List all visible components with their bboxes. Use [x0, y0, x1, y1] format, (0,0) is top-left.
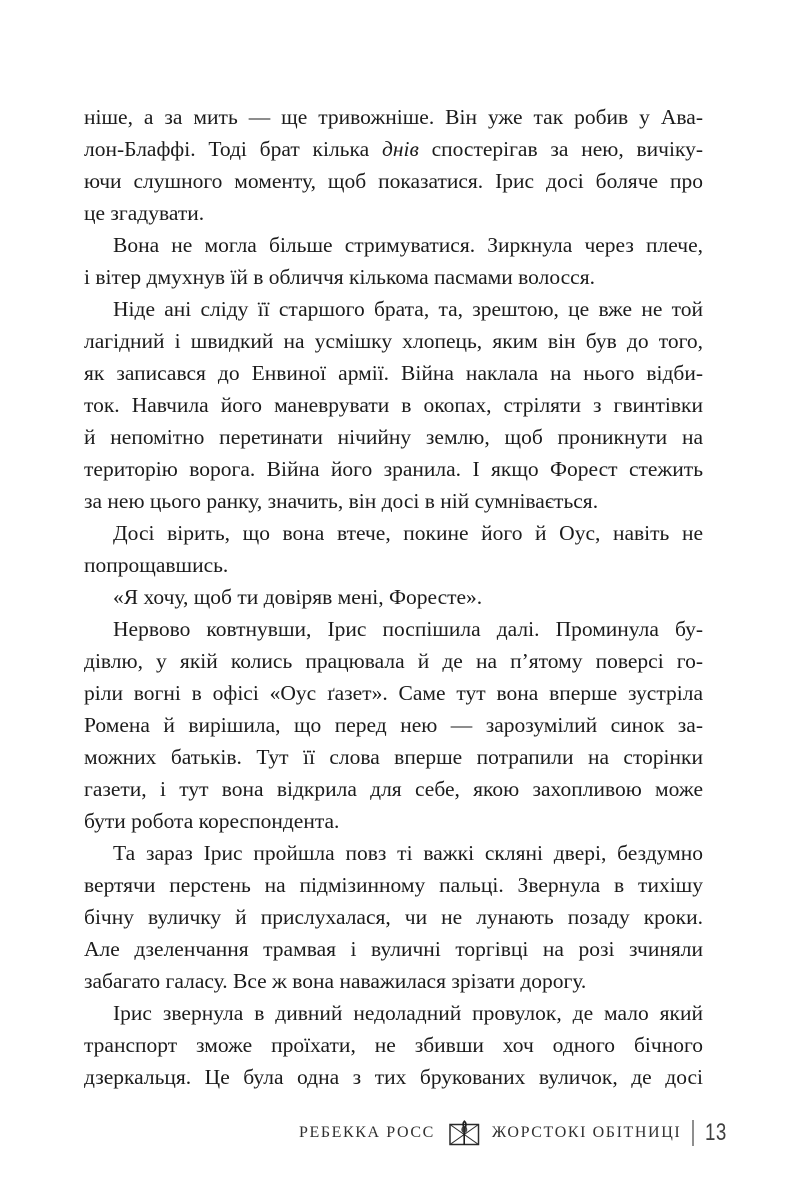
text-run: Але дзеленчання трамвая і вуличні торгівці на розі зчиняли [84, 937, 703, 961]
text-run: територію ворога. Війна його зранила. І якщо Форест стежить [84, 457, 703, 481]
text-line [84, 293, 703, 325]
text-line [84, 869, 703, 901]
text-run: як записався до Енвиної армії. Війна наклала на нього відби- [84, 361, 703, 385]
text-run: Вона не могла більше стримуватися. Зиркнула через плече, [113, 233, 703, 257]
text-run: Та зараз Ірис пройшла повз ті важкі скляні двері, бездумно [113, 841, 703, 865]
text-line [84, 741, 703, 773]
text-run: забагато галасу. Все ж вона наважилася зрізати дорогу. [84, 969, 587, 993]
text-run: дівлю, у якій колись працювала й де на п’ятому поверсі го- [84, 649, 703, 673]
paragraph [84, 581, 703, 613]
text-run: спостерігав за нею, вичіку- [418, 137, 703, 161]
text-line [84, 485, 703, 517]
text-run: за нею цього ранку, значить, він досі в ній сумнівається. [84, 489, 599, 513]
text-run: Досі вірить, що вона втече, покине його й Оус, навіть не [113, 521, 703, 545]
text-line [84, 357, 703, 389]
text-run: вертячи перстень на підмізинному пальці. Звернула в тихішу [84, 873, 703, 897]
text-run: ніше, а за мить — ще тривожніше. Він уже так робив у Ава- [84, 105, 703, 129]
footer-title: ЖОРСТОКІ ОБІТНИЦІ [491, 1124, 682, 1141]
text-run: газети, і тут вона відкрила для себе, якою захопливою може [84, 777, 703, 801]
paragraph [84, 837, 703, 997]
text-run: Ніде ані сліду її старшого брата, та, зрештою, це вже не той [113, 297, 703, 321]
text-line [84, 389, 703, 421]
text-line [84, 325, 703, 357]
text-run: ючи слушного моменту, щоб показатися. Ірис досі боляче про [84, 169, 703, 193]
text-line [84, 901, 703, 933]
text-run: Ромена й вирішила, що перед нею — зарозумілий синок за- [84, 713, 703, 737]
text-run: Ірис звернула в дивний недоладний провулок, де мало який [113, 1001, 703, 1025]
text-line [84, 613, 703, 645]
text-run: можних батьків. Тут її слова вперше потрапили на сторінки [84, 745, 703, 769]
text-line [84, 933, 703, 965]
text-run: й непомітно перетинати нічийну землю, щоб проникнути на [84, 425, 703, 449]
text-line [84, 101, 703, 133]
text-line [84, 421, 703, 453]
text-run: лон-Блаффі. Тоді брат кілька [84, 137, 382, 161]
text-line [84, 453, 703, 485]
text-line [84, 549, 703, 581]
text-line [84, 805, 703, 837]
text-line [84, 581, 703, 613]
text-line [84, 1061, 703, 1093]
text-line [84, 1029, 703, 1061]
text-run: попрощавшись. [84, 553, 229, 577]
text-run: це згадувати. [84, 201, 205, 225]
italic-run: днів [381, 137, 419, 161]
envelope-quill-icon [449, 1120, 480, 1147]
footer-divider [692, 1120, 694, 1146]
text-run: «Я хочу, щоб ти довіряв мені, Форесте». [113, 585, 483, 609]
text-line [84, 837, 703, 869]
text-line [84, 773, 703, 805]
paragraph [84, 997, 703, 1093]
page-number: 13 [705, 1119, 727, 1146]
text-line [84, 709, 703, 741]
text-run: бічну вуличку й прислухалася, чи не лунають позаду кроки. [84, 905, 703, 929]
paragraph [84, 229, 703, 293]
paragraph [84, 517, 703, 581]
text-line [84, 645, 703, 677]
text-run: і вітер дмухнув їй в обличчя кількома пасмами волосся. [84, 265, 595, 289]
text-run: дзеркальця. Це була одна з тих брукованих вуличок, де досі [84, 1065, 703, 1089]
text-line [84, 165, 703, 197]
text-line [84, 677, 703, 709]
text-line [84, 997, 703, 1029]
text-run: ріли вогні в офісі «Оус ґазет». Саме тут вона вперше зустріла [84, 681, 703, 705]
text-run: лагідний і швидкий на усмішку хлопець, яким він був до того, [84, 329, 703, 353]
paragraph [84, 613, 703, 837]
footer-author: РЕБЕККА РОСС [298, 1124, 435, 1141]
text-line [84, 517, 703, 549]
text-run: ток. Навчила його маневрувати в окопах, стріляти з гвинтівки [84, 393, 703, 417]
body-text [84, 101, 703, 1093]
paragraph [84, 101, 703, 229]
paragraph [84, 293, 703, 517]
text-line [84, 197, 703, 229]
running-footer [299, 1118, 730, 1148]
text-line [84, 965, 703, 997]
text-run: бути робота кореспондента. [84, 809, 340, 833]
text-line [84, 133, 703, 165]
text-run: транспорт зможе проїхати, не збивши хоч одного бічного [84, 1033, 703, 1057]
text-line [84, 261, 703, 293]
text-run: Нервово ковтнувши, Ірис поспішила далі. Проминула бу- [113, 617, 703, 641]
text-line [84, 229, 703, 261]
